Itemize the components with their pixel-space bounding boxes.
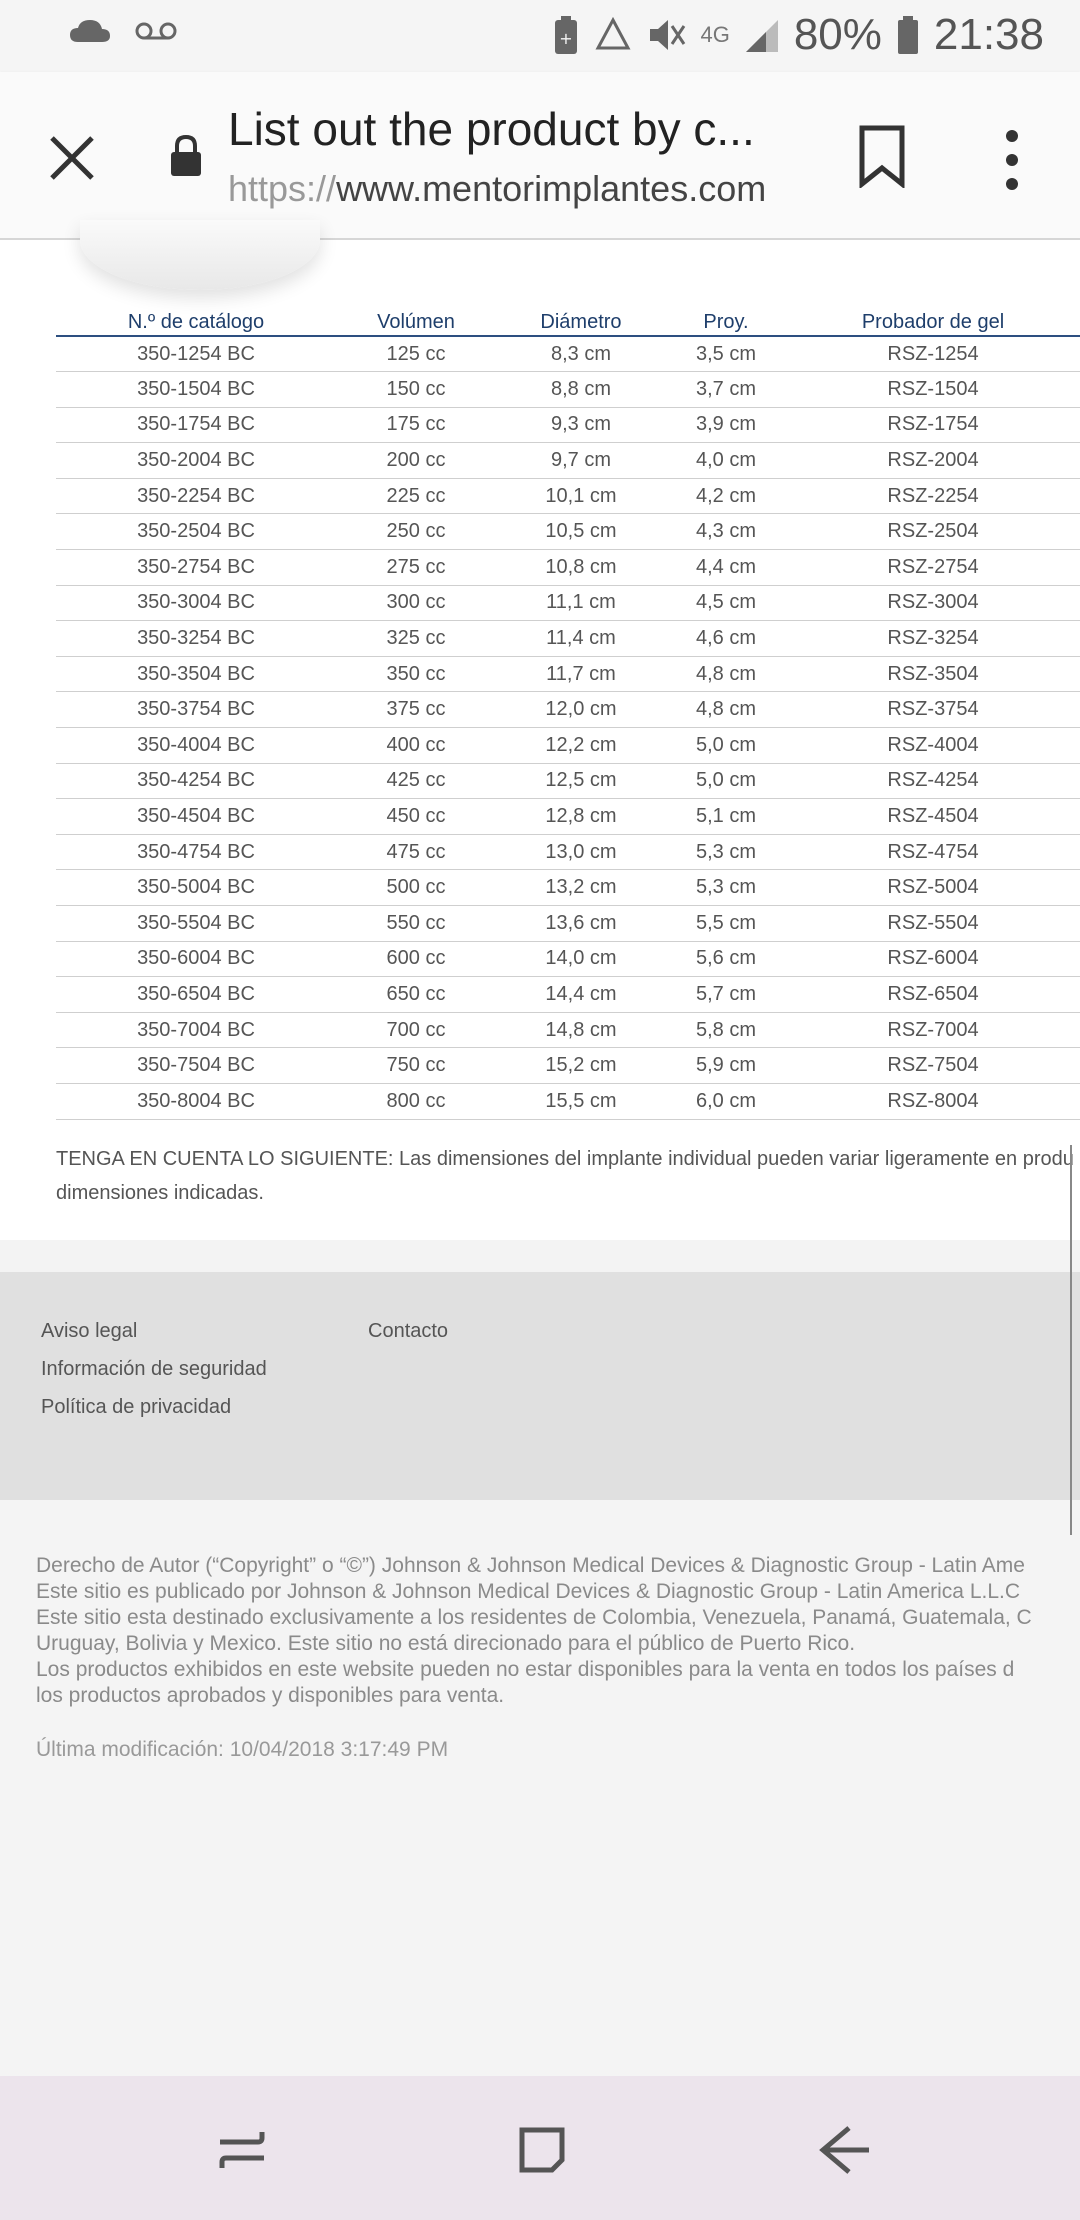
cell-gel-sizer: RSZ-2754 [786, 550, 1080, 586]
table-row [56, 443, 1080, 479]
cell-volume: 550 cc [336, 906, 496, 942]
close-icon[interactable] [40, 126, 104, 190]
cell-catalog: 350-4754 BC [56, 834, 336, 870]
cell-diameter: 11,4 cm [496, 621, 666, 657]
link-safety-info[interactable]: Información de seguridad [41, 1358, 267, 1380]
product-image [80, 220, 320, 290]
cell-projection: 4,8 cm [666, 692, 786, 728]
cell-volume: 150 cc [336, 372, 496, 408]
cell-volume: 275 cc [336, 550, 496, 586]
bookmark-icon[interactable] [856, 124, 908, 188]
cell-gel-sizer: RSZ-3754 [786, 692, 1080, 728]
table-header-row [56, 310, 1080, 336]
cell-diameter: 12,5 cm [496, 763, 666, 799]
url-bar[interactable] [228, 168, 808, 210]
cell-catalog: 350-7004 BC [56, 1012, 336, 1048]
overflow-menu-icon[interactable] [984, 124, 1040, 196]
cell-catalog: 350-4504 BC [56, 799, 336, 835]
cell-projection: 4,3 cm [666, 514, 786, 550]
cell-diameter: 14,0 cm [496, 941, 666, 977]
table-row [56, 585, 1080, 621]
cell-gel-sizer: RSZ-3504 [786, 656, 1080, 692]
battery-saver-icon [552, 14, 580, 56]
cell-projection: 5,0 cm [666, 763, 786, 799]
cell-volume: 450 cc [336, 799, 496, 835]
link-privacy-policy[interactable]: Política de privacidad [41, 1396, 232, 1418]
cell-gel-sizer: RSZ-7004 [786, 1012, 1080, 1048]
cell-gel-sizer: RSZ-8004 [786, 1083, 1080, 1119]
page-content [0, 240, 1080, 1240]
url-scheme: https:// [228, 168, 337, 209]
cell-diameter: 15,5 cm [496, 1083, 666, 1119]
battery-percent: 80% [793, 10, 882, 59]
cell-projection: 5,5 cm [666, 906, 786, 942]
cell-volume: 175 cc [336, 407, 496, 443]
cell-projection: 4,0 cm [666, 443, 786, 479]
table-row [56, 407, 1080, 443]
cell-gel-sizer: RSZ-7504 [786, 1048, 1080, 1084]
cell-diameter: 10,8 cm [496, 550, 666, 586]
cell-catalog: 350-5004 BC [56, 870, 336, 906]
recent-apps-icon[interactable] [212, 2120, 272, 2180]
cell-projection: 4,4 cm [666, 550, 786, 586]
cell-projection: 4,8 cm [666, 656, 786, 692]
cell-projection: 3,5 cm [666, 336, 786, 372]
cell-volume: 650 cc [336, 977, 496, 1013]
legal-line: Los productos exhibidos en este website pueden no estar disponibles para la venta en todos los países d [36, 1658, 1015, 1681]
cell-catalog: 350-6504 BC [56, 977, 336, 1013]
back-icon[interactable] [815, 2120, 875, 2180]
cell-catalog: 350-1504 BC [56, 372, 336, 408]
clock: 21:38 [933, 10, 1044, 59]
cell-projection: 4,2 cm [666, 478, 786, 514]
cell-diameter: 8,8 cm [496, 372, 666, 408]
table-row [56, 870, 1080, 906]
cell-catalog: 350-2504 BC [56, 514, 336, 550]
table-row [56, 763, 1080, 799]
network-type: 4G [700, 22, 730, 47]
url-host: www.mentorimplantes.com [336, 168, 767, 209]
footer-links [0, 1272, 1080, 1500]
legal-line: Uruguay, Bolivia y Mexico. Este sitio no está direcionado para el público de Puerto Rico. [36, 1632, 856, 1655]
link-legal-notice[interactable]: Aviso legal [41, 1320, 138, 1342]
cell-projection: 5,8 cm [666, 1012, 786, 1048]
cell-catalog: 350-2754 BC [56, 550, 336, 586]
cell-diameter: 15,2 cm [496, 1048, 666, 1084]
cell-projection: 5,3 cm [666, 834, 786, 870]
table-row [56, 336, 1080, 372]
cell-projection: 5,3 cm [666, 870, 786, 906]
link-contact[interactable]: Contacto [368, 1320, 449, 1342]
cell-gel-sizer: RSZ-6004 [786, 941, 1080, 977]
cell-gel-sizer: RSZ-6504 [786, 977, 1080, 1013]
footer-col-1 [41, 1312, 267, 1426]
cell-gel-sizer: RSZ-4254 [786, 763, 1080, 799]
legal-line: Este sitio es publicado por Johnson & Johnson Medical Devices & Diagnostic Group - Latin America L.L.C [36, 1580, 1021, 1603]
cell-catalog: 350-4254 BC [56, 763, 336, 799]
table-row [56, 1012, 1080, 1048]
cell-volume: 800 cc [336, 1083, 496, 1119]
cell-diameter: 13,6 cm [496, 906, 666, 942]
status-bar [0, 0, 1080, 72]
note-line-2: dimensiones indicadas. [56, 1182, 264, 1204]
cell-diameter: 9,3 cm [496, 407, 666, 443]
cell-projection: 3,9 cm [666, 407, 786, 443]
cell-volume: 750 cc [336, 1048, 496, 1084]
page-title[interactable]: List out the product by c... [228, 103, 755, 155]
cell-gel-sizer: RSZ-2004 [786, 443, 1080, 479]
last-modified: Última modificación: 10/04/2018 3:17:49 PM [36, 1738, 449, 1761]
cell-projection: 5,1 cm [666, 799, 786, 835]
col-header-catalog: N.º de catálogo [56, 310, 336, 336]
battery-icon [896, 15, 920, 55]
cell-projection: 5,6 cm [666, 941, 786, 977]
cell-projection: 5,0 cm [666, 728, 786, 764]
table-row [56, 1083, 1080, 1119]
cell-volume: 325 cc [336, 621, 496, 657]
section-divider [0, 1240, 1080, 1272]
cell-diameter: 12,0 cm [496, 692, 666, 728]
table-row [56, 728, 1080, 764]
legal-text [36, 1553, 1080, 1709]
cell-volume: 350 cc [336, 656, 496, 692]
footer-col-2 [368, 1312, 448, 1350]
cell-projection: 3,7 cm [666, 372, 786, 408]
table-row [56, 656, 1080, 692]
cell-volume: 500 cc [336, 870, 496, 906]
cell-volume: 375 cc [336, 692, 496, 728]
legal-line: Derecho de Autor (“Copyright” o “©”) Johnson & Johnson Medical Devices & Diagnostic Group - Latin Ame [36, 1554, 1025, 1577]
cell-diameter: 11,7 cm [496, 656, 666, 692]
cell-diameter: 10,1 cm [496, 478, 666, 514]
cell-gel-sizer: RSZ-1754 [786, 407, 1080, 443]
col-header-volume: Volúmen [336, 310, 496, 336]
cell-gel-sizer: RSZ-2254 [786, 478, 1080, 514]
table-row [56, 514, 1080, 550]
cell-gel-sizer: RSZ-4754 [786, 834, 1080, 870]
cell-volume: 300 cc [336, 585, 496, 621]
table-row [56, 906, 1080, 942]
cell-diameter: 12,8 cm [496, 799, 666, 835]
cell-diameter: 13,2 cm [496, 870, 666, 906]
col-header-diameter: Diámetro [496, 310, 666, 336]
cell-volume: 400 cc [336, 728, 496, 764]
table-row [56, 977, 1080, 1013]
cell-catalog: 350-5504 BC [56, 906, 336, 942]
signal-icon [744, 16, 780, 54]
cell-gel-sizer: RSZ-3004 [786, 585, 1080, 621]
cell-catalog: 350-7504 BC [56, 1048, 336, 1084]
cell-diameter: 14,4 cm [496, 977, 666, 1013]
table-row [56, 478, 1080, 514]
mute-icon [646, 16, 686, 54]
table-row [56, 1048, 1080, 1084]
cell-diameter: 10,5 cm [496, 514, 666, 550]
cell-gel-sizer: RSZ-1254 [786, 336, 1080, 372]
cell-gel-sizer: RSZ-5004 [786, 870, 1080, 906]
cell-catalog: 350-4004 BC [56, 728, 336, 764]
table-row [56, 550, 1080, 586]
cell-gel-sizer: RSZ-4004 [786, 728, 1080, 764]
cell-gel-sizer: RSZ-1504 [786, 372, 1080, 408]
cell-catalog: 350-3004 BC [56, 585, 336, 621]
cell-projection: 6,0 cm [666, 1083, 786, 1119]
cell-catalog: 350-2254 BC [56, 478, 336, 514]
table-row [56, 799, 1080, 835]
dimensions-note [56, 1142, 1080, 1210]
cell-volume: 700 cc [336, 1012, 496, 1048]
cell-projection: 4,6 cm [666, 621, 786, 657]
browser-toolbar [0, 72, 1080, 240]
col-header-gel-sizer: Probador de gel [786, 310, 1080, 336]
table-body [56, 336, 1080, 1119]
cell-volume: 600 cc [336, 941, 496, 977]
cell-catalog: 350-3754 BC [56, 692, 336, 728]
cell-diameter: 12,2 cm [496, 728, 666, 764]
cell-catalog: 350-3504 BC [56, 656, 336, 692]
voicemail-icon [134, 18, 178, 44]
cell-diameter: 8,3 cm [496, 336, 666, 372]
cell-gel-sizer: RSZ-2504 [786, 514, 1080, 550]
cell-gel-sizer: RSZ-3254 [786, 621, 1080, 657]
cell-catalog: 350-1254 BC [56, 336, 336, 372]
system-nav-bar [0, 2076, 1080, 2220]
recycle-icon [594, 16, 632, 54]
cell-volume: 250 cc [336, 514, 496, 550]
home-icon[interactable] [512, 2120, 572, 2180]
lock-icon[interactable] [168, 134, 204, 178]
cell-catalog: 350-2004 BC [56, 443, 336, 479]
table-row [56, 941, 1080, 977]
table-row [56, 692, 1080, 728]
cell-projection: 5,7 cm [666, 977, 786, 1013]
cell-diameter: 9,7 cm [496, 443, 666, 479]
cell-diameter: 11,1 cm [496, 585, 666, 621]
cell-volume: 125 cc [336, 336, 496, 372]
cell-volume: 475 cc [336, 834, 496, 870]
cell-catalog: 350-1754 BC [56, 407, 336, 443]
cell-catalog: 350-8004 BC [56, 1083, 336, 1119]
cell-diameter: 13,0 cm [496, 834, 666, 870]
cloud-icon [68, 18, 112, 44]
table-row [56, 372, 1080, 408]
cell-projection: 4,5 cm [666, 585, 786, 621]
cell-gel-sizer: RSZ-5504 [786, 906, 1080, 942]
legal-line: los productos aprobados y disponibles para venta. [36, 1684, 505, 1707]
table-row [56, 834, 1080, 870]
svg-text:+: + [559, 29, 574, 48]
product-table [56, 310, 1080, 1120]
cell-volume: 200 cc [336, 443, 496, 479]
cell-volume: 425 cc [336, 763, 496, 799]
cell-catalog: 350-6004 BC [56, 941, 336, 977]
note-line-1: TENGA EN CUENTA LO SIGUIENTE: Las dimensiones del implante individual pueden variar ligeramente en produ [56, 1148, 1074, 1170]
cell-projection: 5,9 cm [666, 1048, 786, 1084]
legal-line: Este sitio esta destinado exclusivamente a los residentes de Colombia, Venezuela, Panamá, Guatemala, C [36, 1606, 1032, 1629]
cell-gel-sizer: RSZ-4504 [786, 799, 1080, 835]
cell-diameter: 14,8 cm [496, 1012, 666, 1048]
cell-volume: 225 cc [336, 478, 496, 514]
scrollbar[interactable] [1070, 1145, 1080, 1535]
col-header-projection: Proy. [666, 310, 786, 336]
table-row [56, 621, 1080, 657]
cell-catalog: 350-3254 BC [56, 621, 336, 657]
